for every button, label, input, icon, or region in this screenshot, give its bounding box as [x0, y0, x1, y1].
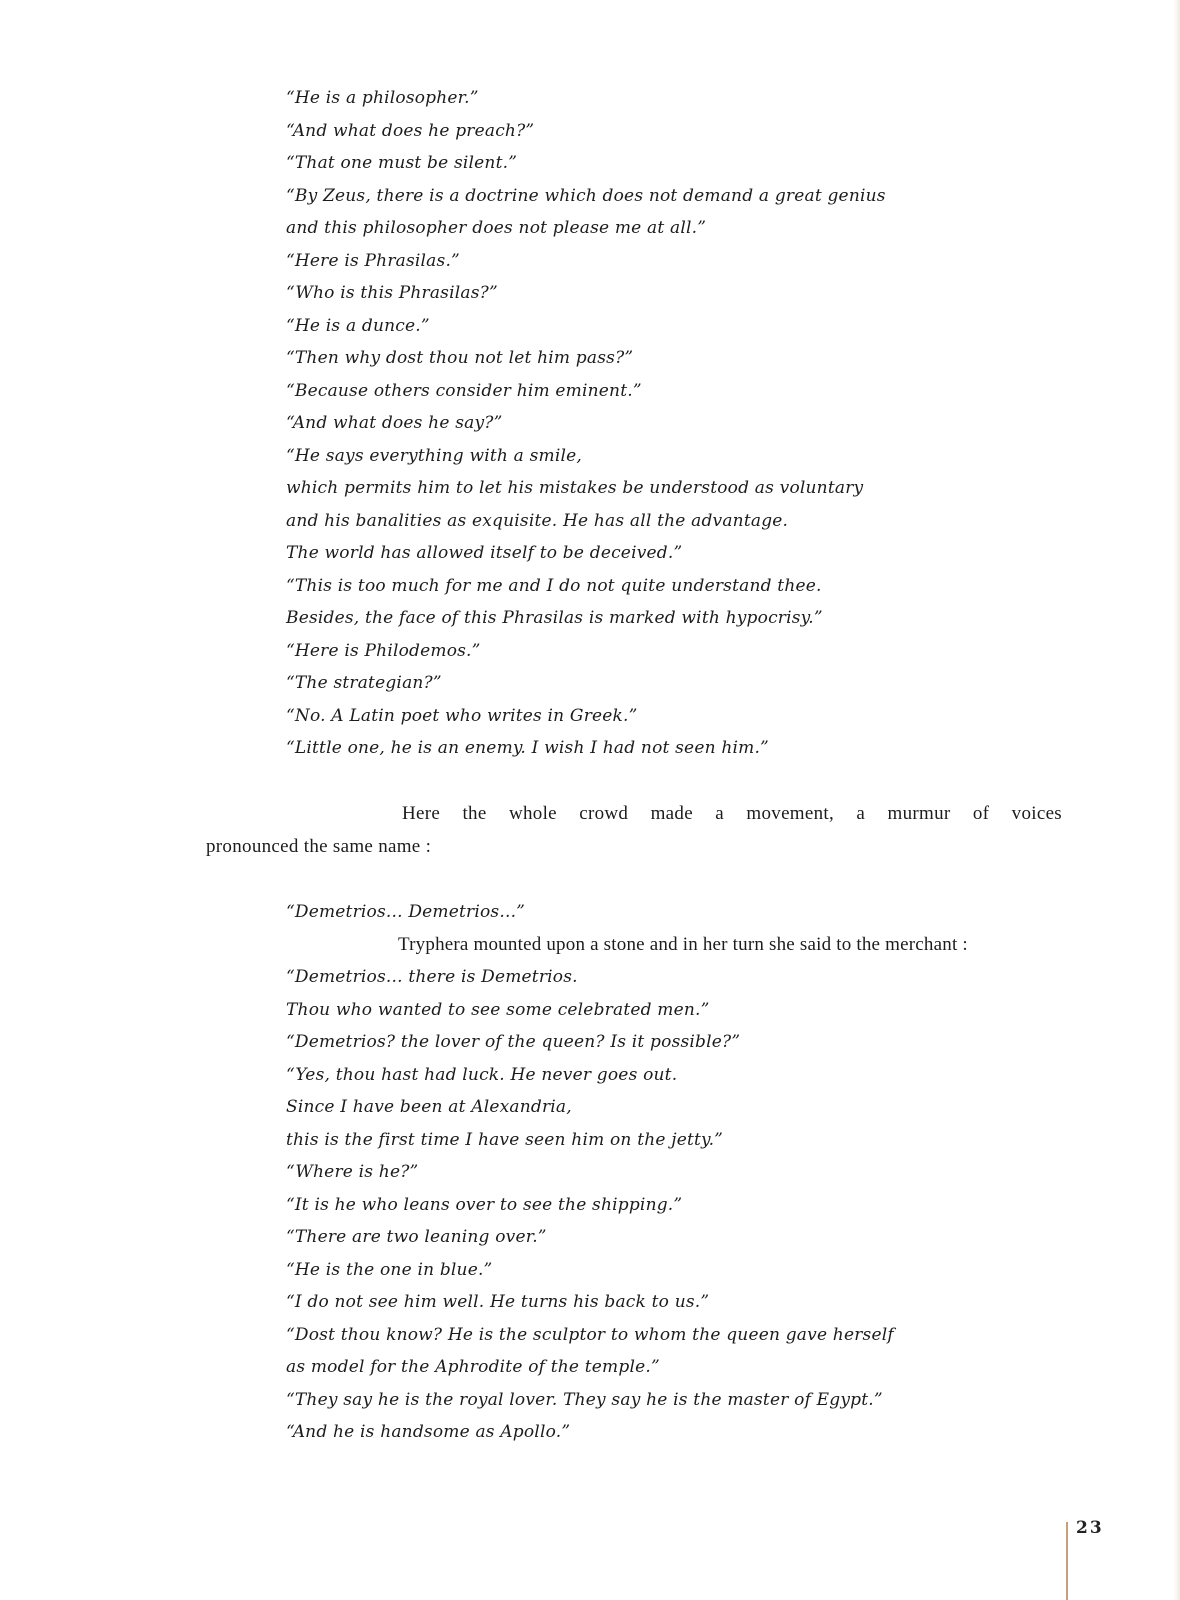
dialogue-block-2 [286, 896, 1046, 1449]
dialogue-block-1 [286, 82, 1046, 765]
dialogue-line: “No. A Latin poet who writes in Greek.” [286, 705, 638, 726]
dialogue-line: as model for the Aphrodite of the temple.” [286, 1357, 660, 1377]
dialogue-line: “They say he is the royal lover. They say he is the master of Egypt.” [286, 1389, 883, 1410]
dialogue-line: “He is a philosopher.” [286, 88, 479, 108]
dialogue-line: “Little one, he is an enemy. I wish I had not seen him.” [286, 738, 769, 758]
dialogue-line: “I do not see him well. He turns his back to us.” [286, 1292, 710, 1312]
dialogue-line: “He is the one in blue.” [286, 1259, 493, 1280]
narration-line: Tryphera mounted upon a stone and in her turn she said to the merchant : [398, 933, 968, 955]
dialogue-line: “Here is Philodemos.” [286, 640, 481, 661]
dialogue-line: “Dost thou know? He is the sculptor to whom the queen gave herself [286, 1324, 894, 1345]
dialogue-line: “That one must be silent.” [286, 153, 518, 173]
page-number-rule [1066, 1522, 1068, 1600]
dialogue-line: The world has allowed itself to be deceived.” [286, 543, 683, 563]
page-number: 23 [1076, 1518, 1104, 1538]
dialogue-line: “And what does he say?” [286, 413, 503, 433]
dialogue-line: “Where is he?” [286, 1162, 419, 1182]
dialogue-line: “Demetrios? the lover of the queen? Is it possible?” [286, 1032, 741, 1052]
dialogue-line: “And what does he preach?” [286, 120, 535, 141]
dialogue-line: and this philosopher does not please me at all.” [286, 218, 707, 238]
page-edge-shadow [1174, 0, 1180, 1600]
dialogue-line: which permits him to let his mistakes be understood as voluntary [286, 478, 864, 498]
dialogue-line: “He is a dunce.” [286, 315, 430, 336]
dialogue-line: “Yes, thou hast had luck. He never goes out. [286, 1064, 678, 1085]
dialogue-line: “This is too much for me and I do not quite understand thee. [286, 575, 822, 596]
dialogue-line: Since I have been at Alexandria, [286, 1097, 572, 1117]
dialogue-line: “There are two leaning over.” [286, 1227, 547, 1247]
dialogue-line: “The strategian?” [286, 673, 442, 693]
dialogue-line: “It is he who leans over to see the shipping.” [286, 1194, 683, 1215]
dialogue-line: “And he is handsome as Apollo.” [286, 1422, 571, 1442]
narrative-line-2: pronounced the same name : [206, 836, 432, 857]
dialogue-line: “Demetrios... Demetrios...” [286, 902, 526, 922]
narrative-paragraph [206, 797, 1062, 863]
dialogue-line: “Who is this Phrasilas?” [286, 283, 498, 303]
narrative-line-1: Here the whole crowd made a movement, a murmur of voices [402, 803, 1062, 824]
dialogue-line: “By Zeus, there is a doctrine which does not demand a great genius [286, 185, 886, 206]
dialogue-line: Thou who wanted to see some celebrated men.” [286, 999, 710, 1020]
dialogue-line: and his banalities as exquisite. He has all the advantage. [286, 510, 789, 531]
dialogue-line: Besides, the face of this Phrasilas is marked with hypocrisy.” [286, 608, 823, 628]
dialogue-line: “Because others consider him eminent.” [286, 380, 642, 401]
dialogue-line: “Here is Phrasilas.” [286, 250, 460, 271]
dialogue-line: “Demetrios... there is Demetrios. [286, 967, 578, 987]
dialogue-line: “He says everything with a smile, [286, 445, 582, 466]
dialogue-line: “Then why dost thou not let him pass?” [286, 348, 634, 368]
dialogue-line: this is the first time I have seen him on the jetty.” [286, 1129, 724, 1150]
